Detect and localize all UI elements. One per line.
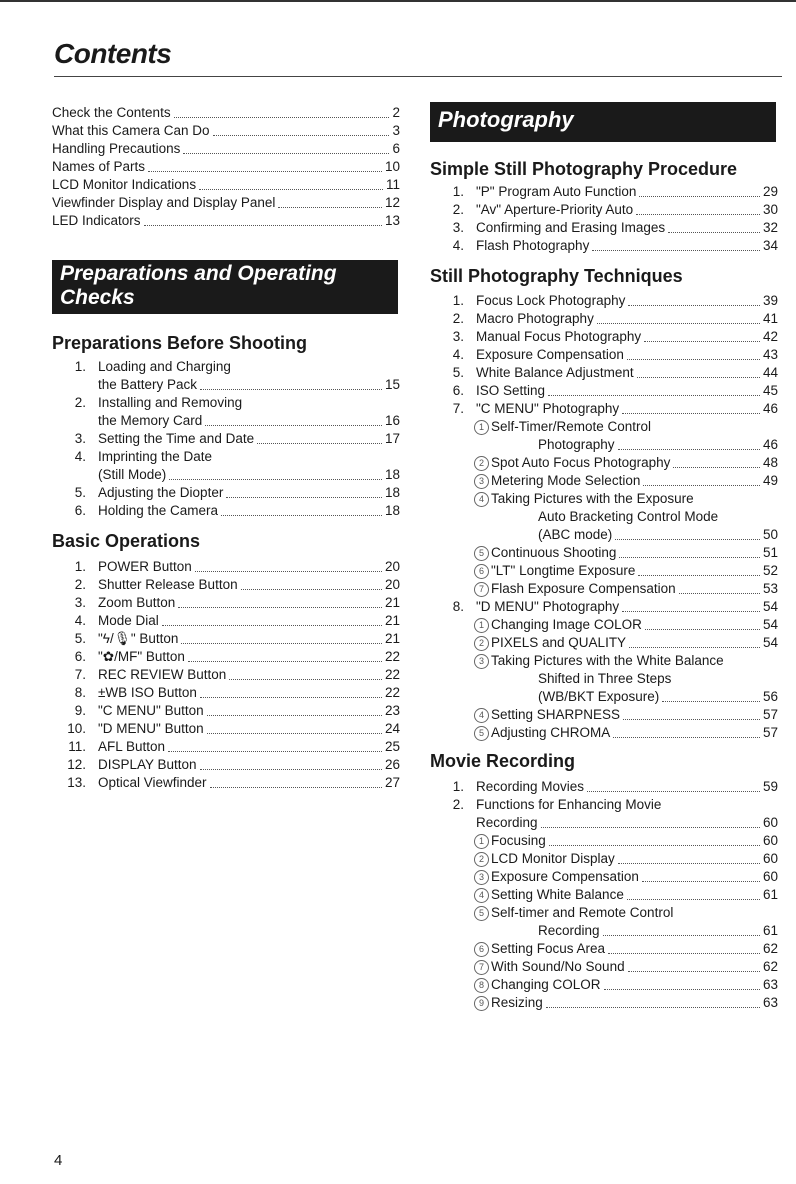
front-matter-list	[52, 104, 400, 230]
dot-leader	[587, 791, 760, 792]
techniques-list	[430, 292, 778, 742]
dot-leader	[178, 607, 382, 608]
circled-number-icon: 6	[474, 564, 489, 579]
circled-number-icon: 2	[474, 852, 489, 867]
dot-leader	[645, 629, 760, 630]
toc-subitem-continuation[interactable]: Recording 61	[538, 923, 778, 938]
toc-subitem[interactable]: 4 Setting SHARPNESS 57	[430, 706, 778, 724]
dot-leader	[673, 467, 760, 468]
dot-leader	[638, 575, 760, 576]
dot-leader	[162, 625, 382, 626]
dot-leader	[168, 751, 382, 752]
toc-item[interactable]: 1. Recording Movies 59	[452, 779, 778, 794]
dot-leader	[679, 593, 760, 594]
toc-item[interactable]: 2. Macro Photography 41	[452, 311, 778, 326]
toc-subitem-continuation[interactable]: (ABC mode) 50	[538, 527, 778, 542]
dot-leader	[210, 787, 382, 788]
toc-item[interactable]: 1. Focus Lock Photography 39	[452, 293, 778, 308]
circled-number-icon: 5	[474, 726, 489, 741]
toc-item[interactable]: 5. "ϟ/🎙" Button 21	[74, 631, 400, 646]
simple-photography-list	[430, 183, 778, 255]
circled-number-icon: 6	[474, 942, 489, 957]
top-border	[0, 0, 796, 2]
left-column	[52, 104, 400, 792]
dot-leader	[200, 769, 382, 770]
dot-leader	[644, 341, 760, 342]
heading-basic-operations: Basic Operations	[52, 531, 201, 551]
dot-leader	[597, 323, 760, 324]
circled-number-icon: 7	[474, 960, 489, 975]
preparations-list	[52, 358, 400, 520]
dot-leader	[241, 589, 382, 590]
circled-number-icon: 3	[474, 654, 489, 669]
dot-leader	[627, 359, 760, 360]
dot-leader	[642, 881, 760, 882]
toc-item[interactable]: Viewfinder Display and Display Panel 12	[52, 195, 400, 210]
heading-movie-recording: Movie Recording	[430, 751, 576, 771]
section-banner-photography: Photography	[430, 102, 776, 142]
dot-leader	[174, 117, 390, 118]
toc-item[interactable]: 2. Installing and Removing the Memory Card 16	[74, 395, 400, 428]
dot-leader	[188, 661, 382, 662]
toc-subitem[interactable]: 1 Focusing 60	[430, 832, 778, 850]
dot-leader	[622, 611, 760, 612]
heading-preparations-before-shooting: Preparations Before Shooting	[52, 333, 308, 353]
toc-item[interactable]: 11. AFL Button 25	[68, 739, 400, 754]
toc-subitem-continuation[interactable]: Photography 46	[538, 437, 778, 452]
toc-subitem[interactable]: 5 Continuous Shooting 51	[430, 544, 778, 562]
toc-item[interactable]: 8. "D MENU" Photography 54	[452, 599, 778, 614]
heading-still-photography-techniques: Still Photography Techniques	[430, 266, 683, 286]
circled-number-icon: 2	[474, 456, 489, 471]
toc-subitem[interactable]: 8 Changing COLOR 63	[430, 976, 778, 994]
heading-simple-still-photography: Simple Still Photography Procedure	[430, 159, 738, 179]
toc-item[interactable]: 3. Zoom Button 21	[74, 595, 400, 610]
toc-subitem[interactable]: 1 Self-Timer/Remote Control	[430, 418, 778, 436]
toc-subitem[interactable]: 1 Changing Image COLOR 54	[430, 616, 778, 634]
dot-leader	[200, 389, 382, 390]
toc-subitem[interactable]: 2 Spot Auto Focus Photography 48	[430, 454, 778, 472]
basic-operations-list	[52, 558, 400, 792]
toc-subitem[interactable]: 7 With Sound/No Sound 62	[430, 958, 778, 976]
dot-leader	[627, 899, 760, 900]
circled-number-icon: 5	[474, 906, 489, 921]
toc-item[interactable]: 13. Optical Viewfinder 27	[67, 775, 400, 790]
toc-item[interactable]: 4. Imprinting the Date (Still Mode) 18	[74, 449, 400, 482]
dot-leader	[546, 1007, 760, 1008]
section-banner-preparations: Preparations and Operating Checks	[52, 260, 398, 314]
toc-item[interactable]: LCD Monitor Indications 11	[52, 177, 400, 192]
dot-leader	[548, 395, 760, 396]
toc-item[interactable]: 7. REC REVIEW Button 22	[74, 667, 400, 682]
dot-leader	[615, 539, 760, 540]
dot-leader	[636, 214, 760, 215]
dot-leader	[637, 377, 760, 378]
dot-leader	[618, 863, 760, 864]
dot-leader	[144, 225, 382, 226]
dot-leader	[603, 935, 760, 936]
toc-subitem[interactable]: 3 Metering Mode Selection 49	[430, 472, 778, 490]
toc-item[interactable]: LED Indicators 13	[52, 213, 400, 228]
toc-item[interactable]: 2. "Av" Aperture-Priority Auto 30	[452, 202, 778, 217]
dot-leader	[662, 701, 760, 702]
dot-leader	[629, 647, 760, 648]
dot-leader	[604, 989, 760, 990]
title-rule	[54, 76, 782, 77]
toc-item[interactable]: 3. Confirming and Erasing Images 32	[452, 220, 778, 235]
circled-number-icon: 3	[474, 474, 489, 489]
page-title: Contents	[54, 38, 172, 69]
toc-item[interactable]: 2. Functions for Enhancing Movie Recording 60	[452, 797, 778, 830]
dot-leader	[278, 207, 382, 208]
toc-item[interactable]: 1. "P" Program Auto Function 29	[452, 184, 778, 199]
dot-leader	[257, 443, 382, 444]
circled-number-icon: 4	[474, 708, 489, 723]
toc-subitem-continuation[interactable]: (WB/BKT Exposure) 56	[538, 689, 778, 704]
circled-number-icon: 4	[474, 888, 489, 903]
dot-leader	[195, 571, 382, 572]
circled-number-icon: 3	[474, 870, 489, 885]
toc-item[interactable]: 1. POWER Button 20	[74, 559, 400, 574]
toc-item[interactable]: 3. Manual Focus Photography 42	[452, 329, 778, 344]
movie-list	[430, 778, 778, 1012]
dot-leader	[623, 719, 760, 720]
toc-item[interactable]: 1. Loading and Charging the Battery Pack 15	[74, 359, 400, 392]
toc-subitem[interactable]: 7 Flash Exposure Compensation 53	[430, 580, 778, 598]
toc-item[interactable]: 4. Exposure Compensation 43	[452, 347, 778, 362]
toc-item[interactable]: 4. Flash Photography 34	[452, 238, 778, 253]
page-number: 4	[54, 1152, 63, 1169]
toc-item[interactable]: 5. White Balance Adjustment 44	[452, 365, 778, 380]
toc-subitem[interactable]: 2 LCD Monitor Display 60	[430, 850, 778, 868]
dot-leader	[221, 515, 382, 516]
circled-number-icon: 4	[474, 492, 489, 507]
toc-item[interactable]: 8. ±WB ISO Button 22	[74, 685, 400, 700]
dot-leader	[628, 305, 760, 306]
toc-subitem[interactable]: 4 Setting White Balance 61	[430, 886, 778, 904]
toc-subitem[interactable]: 2 PIXELS and QUALITY 54	[430, 634, 778, 652]
dot-leader	[207, 715, 382, 716]
dot-leader	[169, 479, 382, 480]
circled-number-icon: 2	[474, 636, 489, 651]
toc-item[interactable]: 6. Holding the Camera 18	[74, 503, 400, 518]
dot-leader	[541, 827, 760, 828]
dot-leader	[181, 643, 382, 644]
dot-leader	[229, 679, 382, 680]
toc-subitem[interactable]: 9 Resizing 63	[430, 994, 778, 1012]
toc-subitem[interactable]: 3 Taking Pictures with the White Balance	[430, 652, 778, 670]
dot-leader	[608, 953, 760, 954]
toc-item[interactable]: 5. Adjusting the Diopter 18	[74, 485, 400, 500]
dot-leader	[613, 737, 760, 738]
dot-leader	[592, 250, 760, 251]
toc-subitem[interactable]: 6 "LT" Longtime Exposure 52	[430, 562, 778, 580]
toc-item[interactable]: What this Camera Can Do 3	[52, 123, 400, 138]
circled-number-icon: 8	[474, 978, 489, 993]
toc-item[interactable]: 9. "C MENU" Button 23	[74, 703, 400, 718]
toc-subitem-continuation[interactable]: Auto Bracketing Control Mode	[538, 509, 719, 524]
dot-leader	[618, 449, 760, 450]
toc-subitem[interactable]: 5 Self-timer and Remote Control	[430, 904, 778, 922]
toc-subitem[interactable]: 6 Setting Focus Area 62	[430, 940, 778, 958]
dot-leader	[199, 189, 383, 190]
dot-leader	[226, 497, 382, 498]
circled-number-icon: 7	[474, 582, 489, 597]
toc-subitem-continuation[interactable]: Shifted in Three Steps	[538, 671, 672, 686]
toc-item[interactable]: 6. ISO Setting 45	[452, 383, 778, 398]
toc-item[interactable]: 2. Shutter Release Button 20	[74, 577, 400, 592]
toc-subitem[interactable]: 3 Exposure Compensation 60	[430, 868, 778, 886]
toc-item[interactable]: 10. "D MENU" Button 24	[67, 721, 400, 736]
toc-item[interactable]: Check the Contents 2	[52, 105, 400, 120]
circled-number-icon: 5	[474, 546, 489, 561]
toc-item[interactable]: Names of Parts 10	[52, 159, 400, 174]
dot-leader	[668, 232, 760, 233]
dot-leader	[619, 557, 760, 558]
toc-subitem[interactable]: 5 Adjusting CHROMA 57	[430, 724, 778, 742]
circled-number-icon: 1	[474, 420, 489, 435]
circled-number-icon: 9	[474, 996, 489, 1011]
dot-leader	[207, 733, 382, 734]
right-column	[430, 102, 778, 1012]
dot-leader	[148, 171, 382, 172]
toc-item[interactable]: 3. Setting the Time and Date 17	[74, 431, 400, 446]
circled-number-icon: 1	[474, 618, 489, 633]
dot-leader	[200, 697, 382, 698]
toc-item[interactable]: 4. Mode Dial 21	[74, 613, 400, 628]
dot-leader	[549, 845, 760, 846]
dot-leader	[643, 485, 760, 486]
toc-item[interactable]: 12. DISPLAY Button 26	[67, 757, 400, 772]
toc-subitem[interactable]: 4 Taking Pictures with the Exposure	[430, 490, 778, 508]
dot-leader	[622, 413, 760, 414]
toc-item[interactable]: 7. "C MENU" Photography 46	[452, 401, 778, 416]
circled-number-icon: 1	[474, 834, 489, 849]
dot-leader	[183, 153, 389, 154]
toc-item[interactable]: Handling Precautions 6	[52, 141, 400, 156]
dot-leader	[213, 135, 390, 136]
dot-leader	[639, 196, 760, 197]
dot-leader	[205, 425, 382, 426]
dot-leader	[628, 971, 760, 972]
toc-item[interactable]: 6. "✿/MF" Button 22	[74, 649, 400, 664]
